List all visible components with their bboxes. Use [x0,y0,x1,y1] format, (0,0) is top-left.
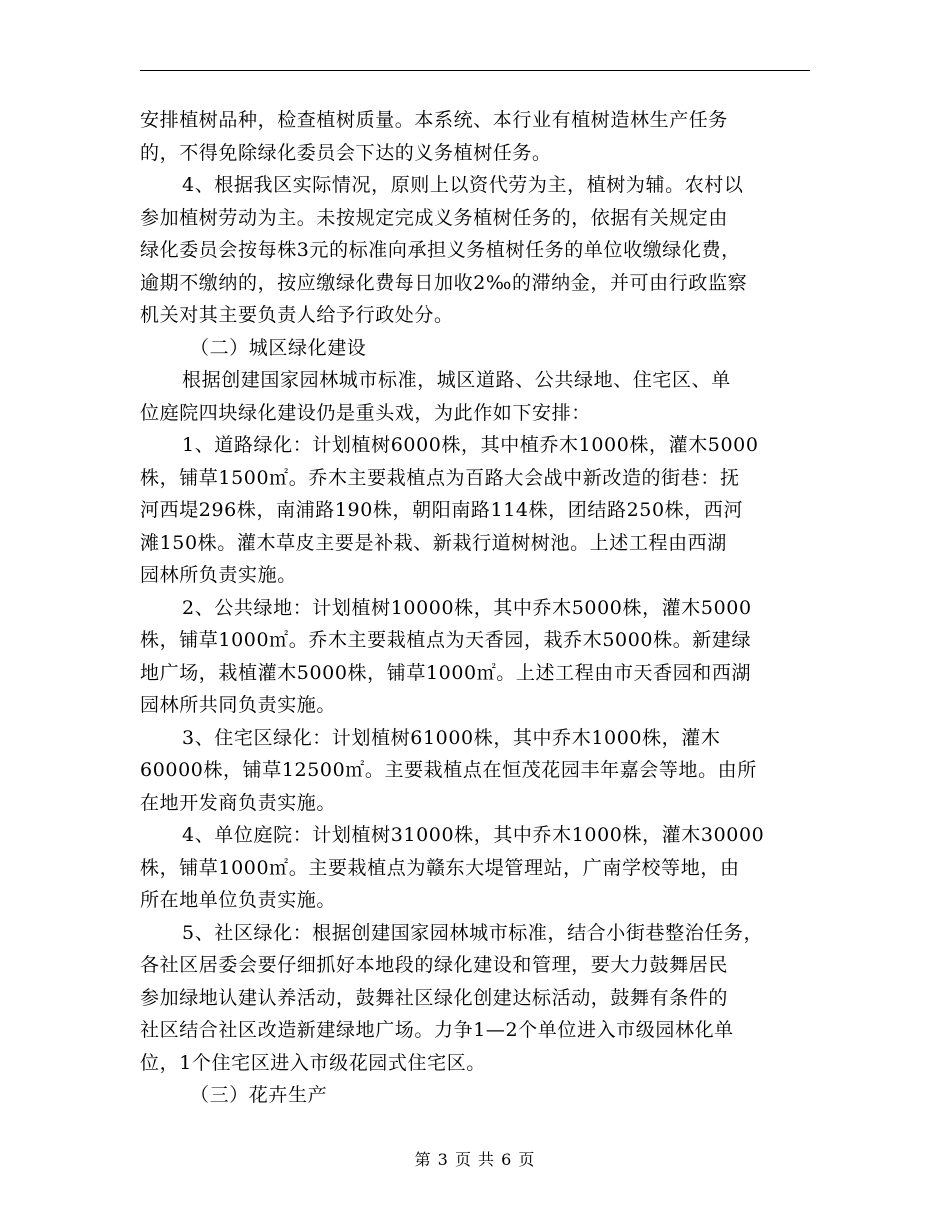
paragraph-line: 参加植树劳动为主。未按规定完成义务植树任务的，依据有关规定由 [140,206,729,229]
paragraph-line: 河西堤296株，南浦路190株，朝阳南路114株，团结路250株，西河 [140,499,744,521]
paragraph-line: 各社区居委会要仔细抓好本地段的绿化建设和管理，要大力鼓舞居民 [140,954,729,976]
paragraph-line: 安排植树品种，检查植树质量。本系统、本行业有植树造林生产任务 [140,109,729,131]
paragraph-line: 地广场，栽植灌木5000株，铺草1000㎡。上述工程由市天香园和西湖 [140,661,752,684]
paragraph-line: 在地开发商负责实施。 [140,791,337,814]
paragraph-line: 株，铺草1000㎡。主要栽植点为赣东大堤管理站，广南学校等地，由 [140,856,740,879]
document-body [140,104,830,1112]
paragraph-line: 1、道路绿化：计划植树6000株，其中植乔木1000株，灌木5000 [182,434,759,456]
paragraph-line: 所在地单位负责实施。 [140,889,337,911]
paragraph-line: 机关对其主要负责人给予行政处分。 [140,304,454,326]
paragraph-line: 位，1个住宅区进入市级花园式住宅区。 [140,1051,486,1074]
paragraph-line: 株，铺草1000㎡。乔木主要栽植点为天香园，栽乔木5000株。新建绿 [140,629,752,651]
page-number-footer: 第 3 页 共 6 页 [414,1150,536,1169]
paragraph-line: 绿化委员会按每株3元的标准向承担义务植树任务的单位收缴绿化费， [140,239,741,261]
paragraph-line: 逾期不缴纳的，按应缴绿化费每日加收2‰的滞纳金，并可由行政监察 [140,271,748,294]
paragraph-line: 60000株，铺草12500㎡。主要栽植点在恒茂花园丰年嘉会等地。由所 [140,759,757,781]
paragraph-line: 株，铺草1500㎡。乔木主要栽植点为百路大会战中新改造的街巷：抚 [140,466,740,489]
paragraph-line: 社区结合社区改造新建绿地广场。力争1—2个单位进入市级园林化单 [140,1019,734,1041]
paragraph-line: 4、根据我区实际情况，原则上以资代劳为主，植树为辅。农村以 [182,174,744,196]
header-rule [140,70,810,71]
paragraph-line: 根据创建国家园林城市标准，城区道路、公共绿地、住宅区、单 [182,369,731,391]
paragraph-line: 位庭院四块绿化建设仍是重头戏，为此作如下安排： [140,401,591,424]
paragraph-line: 滩150株。灌木草皮主要是补栽、新栽行道树树池。上述工程由西湖 [140,531,727,554]
paragraph-line: 3、住宅区绿化：计划植树61000株，其中乔木1000株，灌木 [182,726,721,749]
paragraph-line: 园林所共同负责实施。 [140,694,337,716]
paragraph-line: 的，不得免除绿化委员会下达的义务植树任务。 [140,141,552,164]
paragraph-line: 园林所负责实施。 [140,564,297,586]
section-heading: （二）城区绿化建设 [190,336,367,359]
paragraph-line: 4、单位庭院：计划植树31000株，其中乔木1000株，灌木30000 [182,824,765,846]
section-heading: （三）花卉生产 [190,1084,328,1106]
paragraph-line: 2、公共绿地：计划植树10000株，其中乔木5000株，灌木5000 [182,596,752,619]
paragraph-line: 参加绿地认建认养活动，鼓舞社区绿化创建达标活动，鼓舞有条件的 [140,986,729,1009]
paragraph-line: 5、社区绿化：根据创建国家园林城市标准，结合小街巷整治任务， [182,921,764,944]
